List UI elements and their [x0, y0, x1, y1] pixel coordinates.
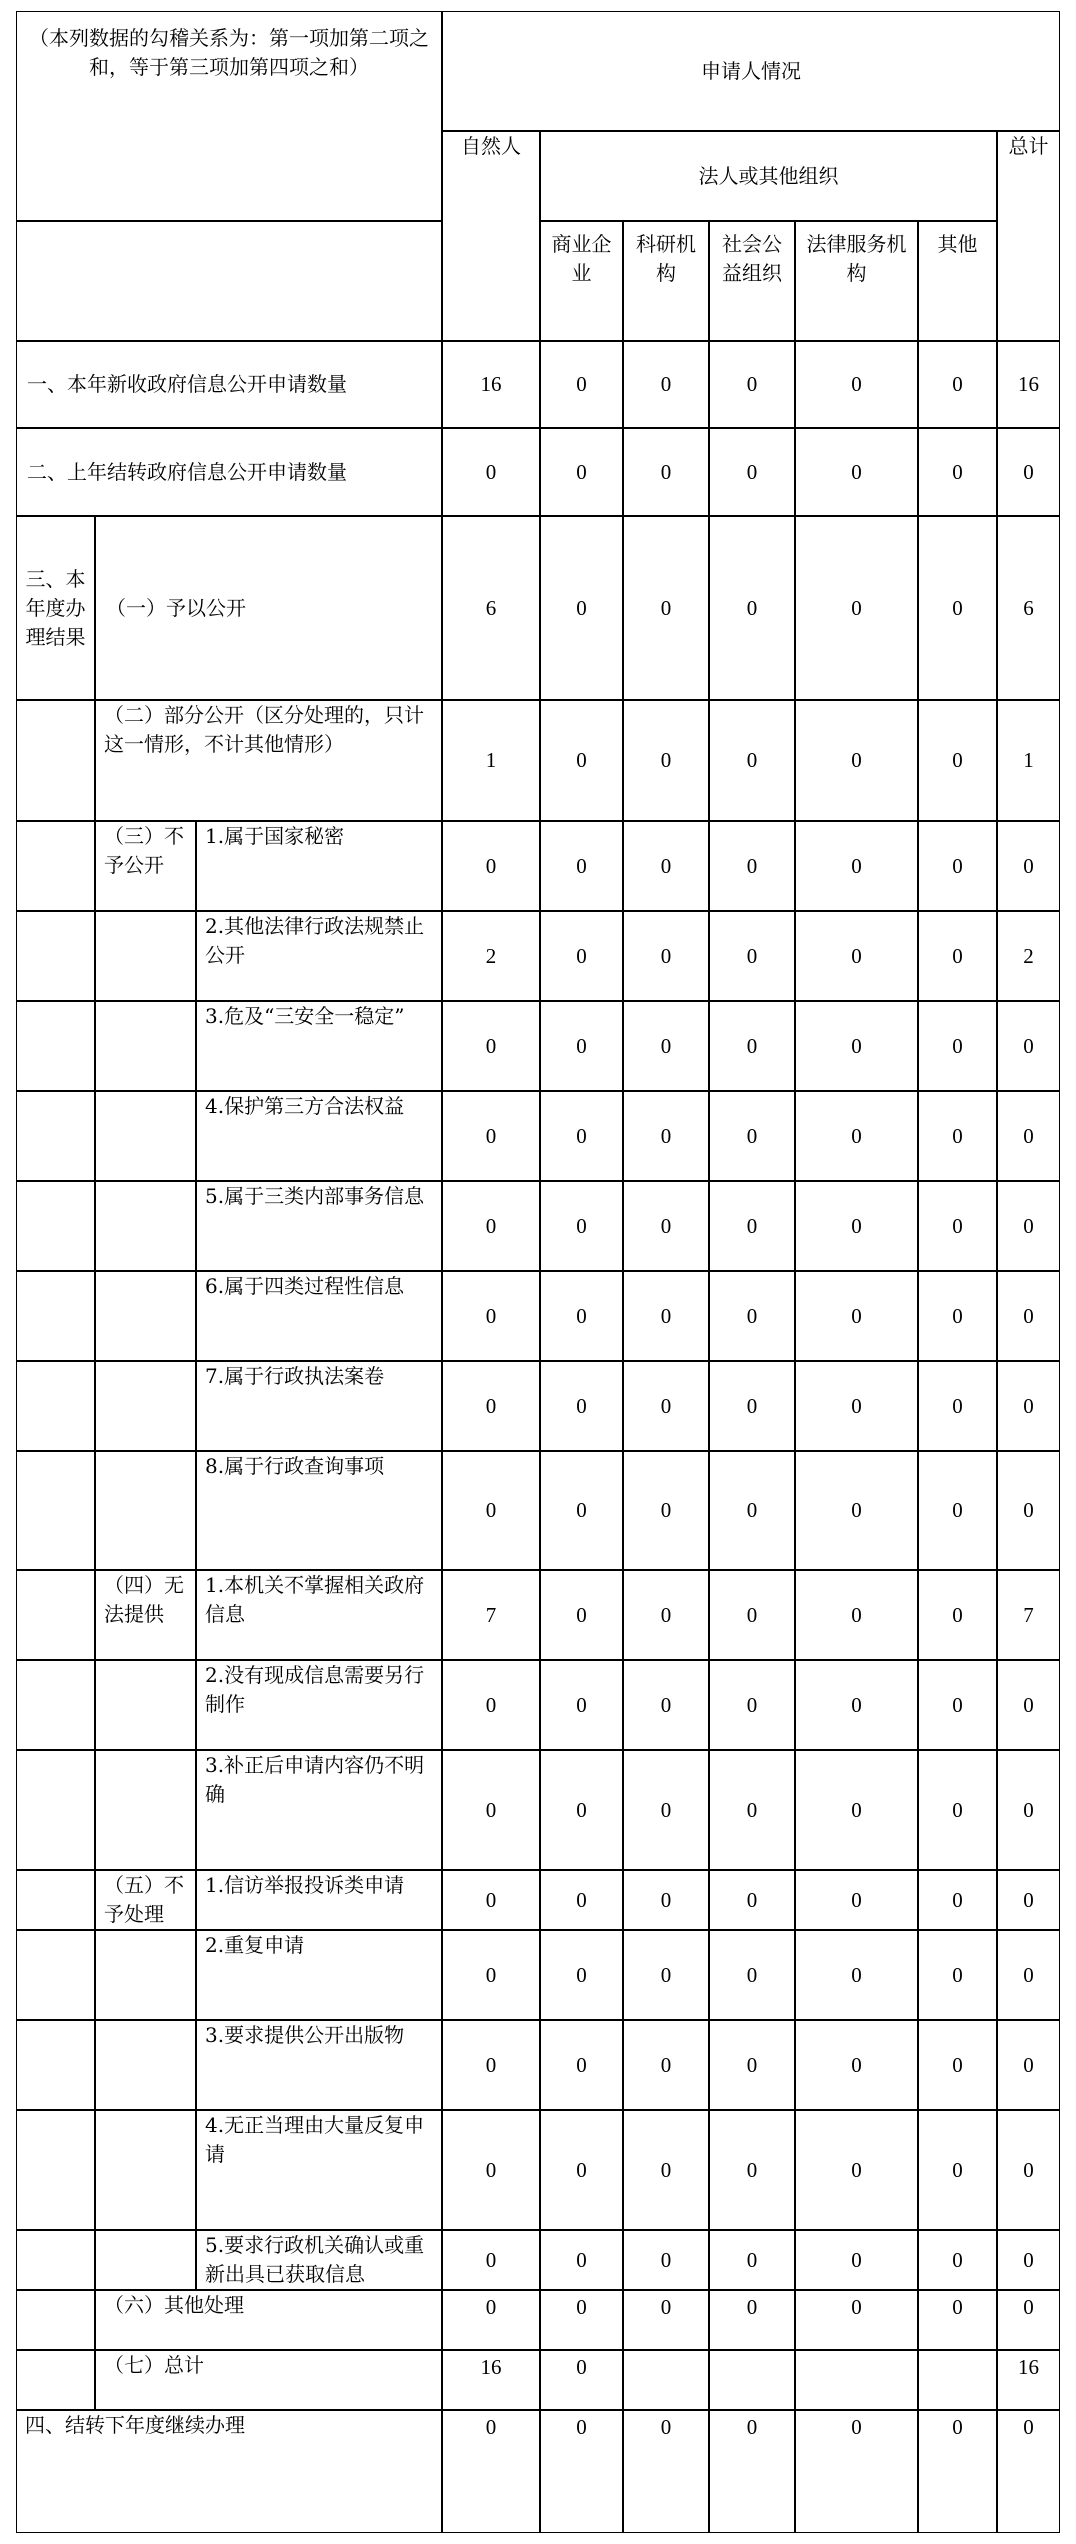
blank-cell	[16, 2020, 95, 2110]
note-header-cell: （本列数据的勾稽关系为：第一项加第二项之和，等于第三项加第四项之和）	[16, 11, 442, 221]
value-cell: 0	[709, 1091, 795, 1181]
blank-cell	[16, 2230, 95, 2290]
value-cell: 0	[918, 700, 997, 821]
value-cell: 0	[997, 2410, 1060, 2533]
value-cell: 0	[795, 1361, 918, 1451]
value-cell: 0	[709, 1750, 795, 1870]
value-cell: 0	[442, 2230, 540, 2290]
value-cell: 0	[997, 1870, 1060, 1930]
value-cell: 0	[623, 1091, 709, 1181]
header-other: 其他	[918, 221, 997, 341]
value-cell: 1	[442, 700, 540, 821]
value-cell: 0	[442, 1750, 540, 1870]
value-cell: 0	[997, 1001, 1060, 1091]
blank-cell	[16, 821, 95, 911]
value-cell: 0	[997, 1091, 1060, 1181]
group-not-handled-label: （五）不予处理	[95, 1870, 196, 1930]
value-cell: 0	[623, 2020, 709, 2110]
value-cell: 0	[709, 341, 795, 428]
sub-state-secret-label: 1.属于国家秘密	[196, 821, 442, 911]
value-cell: 0	[623, 700, 709, 821]
value-cell: 0	[540, 1361, 623, 1451]
value-cell: 0	[623, 1271, 709, 1361]
header-research: 科研机构	[623, 221, 709, 341]
sub-third-party-label: 4.保护第三方合法权益	[196, 1091, 442, 1181]
blank-cell	[16, 1570, 95, 1660]
sub-law-prohibited-label: 2.其他法律行政法规禁止公开	[196, 911, 442, 1001]
value-cell: 0	[540, 516, 623, 700]
value-cell: 0	[997, 1930, 1060, 2020]
value-cell: 0	[918, 516, 997, 700]
value-cell: 0	[623, 1001, 709, 1091]
value-cell: 0	[795, 1930, 918, 2020]
blank-cell	[95, 1451, 196, 1570]
value-cell: 0	[442, 2410, 540, 2533]
value-cell: 0	[918, 1660, 997, 1750]
value-cell: 0	[795, 1750, 918, 1870]
sub-mass-request-label: 4.无正当理由大量反复申请	[196, 2110, 442, 2230]
value-cell: 0	[623, 2410, 709, 2533]
value-cell: 0	[623, 1870, 709, 1930]
value-cell: 1	[997, 700, 1060, 821]
value-cell: 0	[997, 1451, 1060, 1570]
value-cell: 0	[918, 1271, 997, 1361]
value-cell: 6	[997, 516, 1060, 700]
value-cell: 0	[709, 2410, 795, 2533]
value-cell: 0	[540, 1660, 623, 1750]
value-cell: 0	[795, 2290, 918, 2350]
value-cell: 0	[997, 2110, 1060, 2230]
value-cell: 0	[623, 1570, 709, 1660]
blank-cell	[95, 1001, 196, 1091]
value-cell: 0	[795, 1451, 918, 1570]
sub-unclear-label: 3.补正后申请内容仍不明确	[196, 1750, 442, 1870]
blank-cell	[95, 1750, 196, 1870]
blank-cell	[16, 1361, 95, 1451]
value-cell: 0	[997, 2020, 1060, 2110]
blank-cell	[16, 1660, 95, 1750]
value-cell: 0	[540, 1091, 623, 1181]
blank-cell	[16, 1271, 95, 1361]
applicant-header: 申请人情况	[442, 11, 1060, 131]
value-cell: 0	[918, 2410, 997, 2533]
value-cell: 16	[997, 2350, 1060, 2410]
value-cell	[709, 2350, 795, 2410]
value-cell: 0	[795, 1001, 918, 1091]
value-cell: 0	[442, 1001, 540, 1091]
value-cell: 0	[442, 2290, 540, 2350]
value-cell: 0	[540, 700, 623, 821]
value-cell: 0	[540, 2290, 623, 2350]
value-cell: 0	[795, 428, 918, 516]
value-cell: 0	[709, 2290, 795, 2350]
group-other-handling-label: （六）其他处理	[95, 2290, 442, 2350]
blank-cell	[16, 1091, 95, 1181]
value-cell: 7	[997, 1570, 1060, 1660]
blank-cell	[16, 1001, 95, 1091]
group-full-disclosure-label: （一）予以公开	[95, 516, 442, 700]
value-cell	[918, 2350, 997, 2410]
blank-cell	[95, 1181, 196, 1271]
header-total: 总计	[997, 131, 1060, 341]
value-cell: 0	[997, 1181, 1060, 1271]
value-cell: 0	[795, 2230, 918, 2290]
value-cell: 2	[997, 911, 1060, 1001]
value-cell: 0	[442, 1870, 540, 1930]
value-cell: 0	[795, 700, 918, 821]
value-cell: 0	[709, 1361, 795, 1451]
value-cell: 0	[709, 1930, 795, 2020]
value-cell: 0	[442, 1271, 540, 1361]
value-cell: 0	[709, 1001, 795, 1091]
blank-cell	[95, 1091, 196, 1181]
blank-cell	[16, 2350, 95, 2410]
value-cell: 0	[709, 1660, 795, 1750]
value-cell: 0	[623, 1361, 709, 1451]
value-cell: 0	[709, 821, 795, 911]
value-cell: 0	[623, 1930, 709, 2020]
disclosure-statistics-table	[16, 11, 1060, 2533]
value-cell: 0	[795, 911, 918, 1001]
value-cell: 0	[709, 911, 795, 1001]
value-cell: 0	[795, 1091, 918, 1181]
header-commercial: 商业企业	[540, 221, 623, 341]
value-cell: 0	[540, 2110, 623, 2230]
value-cell: 0	[795, 2110, 918, 2230]
value-cell: 0	[442, 1361, 540, 1451]
value-cell: 0	[540, 2020, 623, 2110]
value-cell: 0	[709, 516, 795, 700]
blank-cell	[16, 1451, 95, 1570]
value-cell: 0	[540, 1451, 623, 1570]
value-cell: 0	[540, 2230, 623, 2290]
value-cell: 0	[918, 428, 997, 516]
sub-need-creation-label: 2.没有现成信息需要另行制作	[196, 1660, 442, 1750]
group-non-disclosure-label: （三）不予公开	[95, 821, 196, 911]
value-cell: 7	[442, 1570, 540, 1660]
blank-cell	[95, 911, 196, 1001]
value-cell: 0	[918, 1750, 997, 1870]
sub-not-held-label: 1.本机关不掌握相关政府信息	[196, 1570, 442, 1660]
value-cell: 2	[442, 911, 540, 1001]
value-cell: 16	[997, 341, 1060, 428]
header-natural: 自然人	[442, 131, 540, 341]
value-cell: 16	[442, 2350, 540, 2410]
sub-reconfirm-label: 5.要求行政机关确认或重新出具已获取信息	[196, 2230, 442, 2290]
value-cell: 0	[795, 1271, 918, 1361]
value-cell: 0	[918, 1001, 997, 1091]
value-cell: 6	[442, 516, 540, 700]
value-cell: 0	[918, 1361, 997, 1451]
value-cell: 0	[795, 1660, 918, 1750]
blank-cell	[95, 1271, 196, 1361]
section-results-label: 三、本年度办理结果	[16, 516, 95, 700]
blank-cell	[16, 700, 95, 821]
value-cell: 0	[997, 2230, 1060, 2290]
blank-cell	[95, 2230, 196, 2290]
value-cell: 0	[540, 1181, 623, 1271]
value-cell: 0	[709, 1181, 795, 1271]
value-cell: 0	[623, 1660, 709, 1750]
blank-cell	[95, 1930, 196, 2020]
value-cell: 0	[623, 911, 709, 1001]
value-cell: 0	[709, 2110, 795, 2230]
value-cell: 0	[918, 1930, 997, 2020]
value-cell: 0	[442, 821, 540, 911]
value-cell: 0	[709, 428, 795, 516]
value-cell: 0	[918, 821, 997, 911]
value-cell: 0	[997, 428, 1060, 516]
value-cell: 0	[795, 1570, 918, 1660]
value-cell: 0	[540, 911, 623, 1001]
value-cell: 0	[623, 821, 709, 911]
value-cell: 0	[623, 428, 709, 516]
value-cell: 0	[709, 2020, 795, 2110]
value-cell: 0	[997, 2290, 1060, 2350]
value-cell: 0	[709, 1870, 795, 1930]
value-cell: 0	[442, 1451, 540, 1570]
value-cell: 0	[918, 911, 997, 1001]
value-cell: 0	[997, 1660, 1060, 1750]
sub-repeat-label: 2.重复申请	[196, 1930, 442, 2020]
value-cell	[623, 2350, 709, 2410]
blank-cell	[16, 1750, 95, 1870]
blank-cell	[95, 1361, 196, 1451]
value-cell: 0	[623, 341, 709, 428]
value-cell: 0	[623, 2290, 709, 2350]
value-cell: 0	[540, 1870, 623, 1930]
header-legal-service: 法律服务机构	[795, 221, 918, 341]
value-cell: 0	[623, 2110, 709, 2230]
value-cell: 0	[540, 2410, 623, 2533]
blank-cell	[16, 911, 95, 1001]
value-cell: 0	[709, 1271, 795, 1361]
value-cell: 0	[795, 341, 918, 428]
value-cell: 0	[540, 1750, 623, 1870]
value-cell: 0	[918, 1451, 997, 1570]
blank-cell	[16, 1870, 95, 1930]
value-cell: 0	[997, 1271, 1060, 1361]
value-cell: 0	[540, 2350, 623, 2410]
value-cell: 0	[795, 1870, 918, 1930]
blank-cell	[16, 1181, 95, 1271]
group-total-label: （七）总计	[95, 2350, 442, 2410]
blank-cell	[16, 1930, 95, 2020]
value-cell: 0	[709, 2230, 795, 2290]
value-cell: 0	[918, 2110, 997, 2230]
value-cell: 0	[795, 516, 918, 700]
header-public-welfare: 社会公益组织	[709, 221, 795, 341]
value-cell: 0	[918, 1870, 997, 1930]
value-cell: 0	[795, 1181, 918, 1271]
value-cell: 0	[540, 428, 623, 516]
blank-cell	[95, 2110, 196, 2230]
value-cell: 0	[918, 1181, 997, 1271]
group-unable-label: （四）无法提供	[95, 1570, 196, 1660]
sub-enforcement-file-label: 7.属于行政执法案卷	[196, 1361, 442, 1451]
value-cell: 0	[623, 1451, 709, 1570]
value-cell: 0	[442, 2020, 540, 2110]
value-cell: 0	[709, 1451, 795, 1570]
value-cell: 0	[442, 1930, 540, 2020]
value-cell: 0	[442, 1181, 540, 1271]
blank-cell	[16, 2290, 95, 2350]
value-cell: 0	[540, 1570, 623, 1660]
value-cell: 0	[623, 516, 709, 700]
value-cell: 0	[540, 1271, 623, 1361]
value-cell: 0	[918, 341, 997, 428]
header-legal-group: 法人或其他组织	[540, 131, 997, 221]
value-cell: 0	[709, 700, 795, 821]
value-cell: 0	[442, 1660, 540, 1750]
blank-cell	[16, 2110, 95, 2230]
value-cell: 0	[540, 341, 623, 428]
sub-internal-affairs-label: 5.属于三类内部事务信息	[196, 1181, 442, 1271]
value-cell	[795, 2350, 918, 2410]
value-cell: 0	[997, 1361, 1060, 1451]
row-carryover-label: 二、上年结转政府信息公开申请数量	[16, 428, 442, 516]
value-cell: 0	[997, 821, 1060, 911]
value-cell: 0	[795, 2410, 918, 2533]
value-cell: 16	[442, 341, 540, 428]
blank-cell	[95, 1660, 196, 1750]
sub-process-info-label: 6.属于四类过程性信息	[196, 1271, 442, 1361]
value-cell: 0	[442, 2110, 540, 2230]
sub-petition-label: 1.信访举报投诉类申请	[196, 1870, 442, 1930]
blank-header-cell	[16, 221, 442, 341]
value-cell: 0	[709, 1570, 795, 1660]
blank-cell	[95, 2020, 196, 2110]
value-cell: 0	[623, 2230, 709, 2290]
value-cell: 0	[540, 1001, 623, 1091]
group-partial-disclosure-label: （二）部分公开（区分处理的，只计这一情形，不计其他情形）	[95, 700, 442, 821]
value-cell: 0	[795, 2020, 918, 2110]
sub-three-security-label: 3.危及“三安全一稳定”	[196, 1001, 442, 1091]
sub-query-matter-label: 8.属于行政查询事项	[196, 1451, 442, 1570]
value-cell: 0	[442, 1091, 540, 1181]
value-cell: 0	[623, 1181, 709, 1271]
value-cell: 0	[623, 1750, 709, 1870]
row-carry-next-label: 四、结转下年度继续办理	[16, 2410, 442, 2533]
value-cell: 0	[918, 1091, 997, 1181]
value-cell: 0	[918, 2230, 997, 2290]
value-cell: 0	[540, 1930, 623, 2020]
value-cell: 0	[540, 821, 623, 911]
value-cell: 0	[918, 2020, 997, 2110]
sub-publication-label: 3.要求提供公开出版物	[196, 2020, 442, 2110]
value-cell: 0	[918, 2290, 997, 2350]
value-cell: 0	[442, 428, 540, 516]
value-cell: 0	[795, 821, 918, 911]
value-cell: 0	[918, 1570, 997, 1660]
row-new-requests-label: 一、本年新收政府信息公开申请数量	[16, 341, 442, 428]
value-cell: 0	[997, 1750, 1060, 1870]
